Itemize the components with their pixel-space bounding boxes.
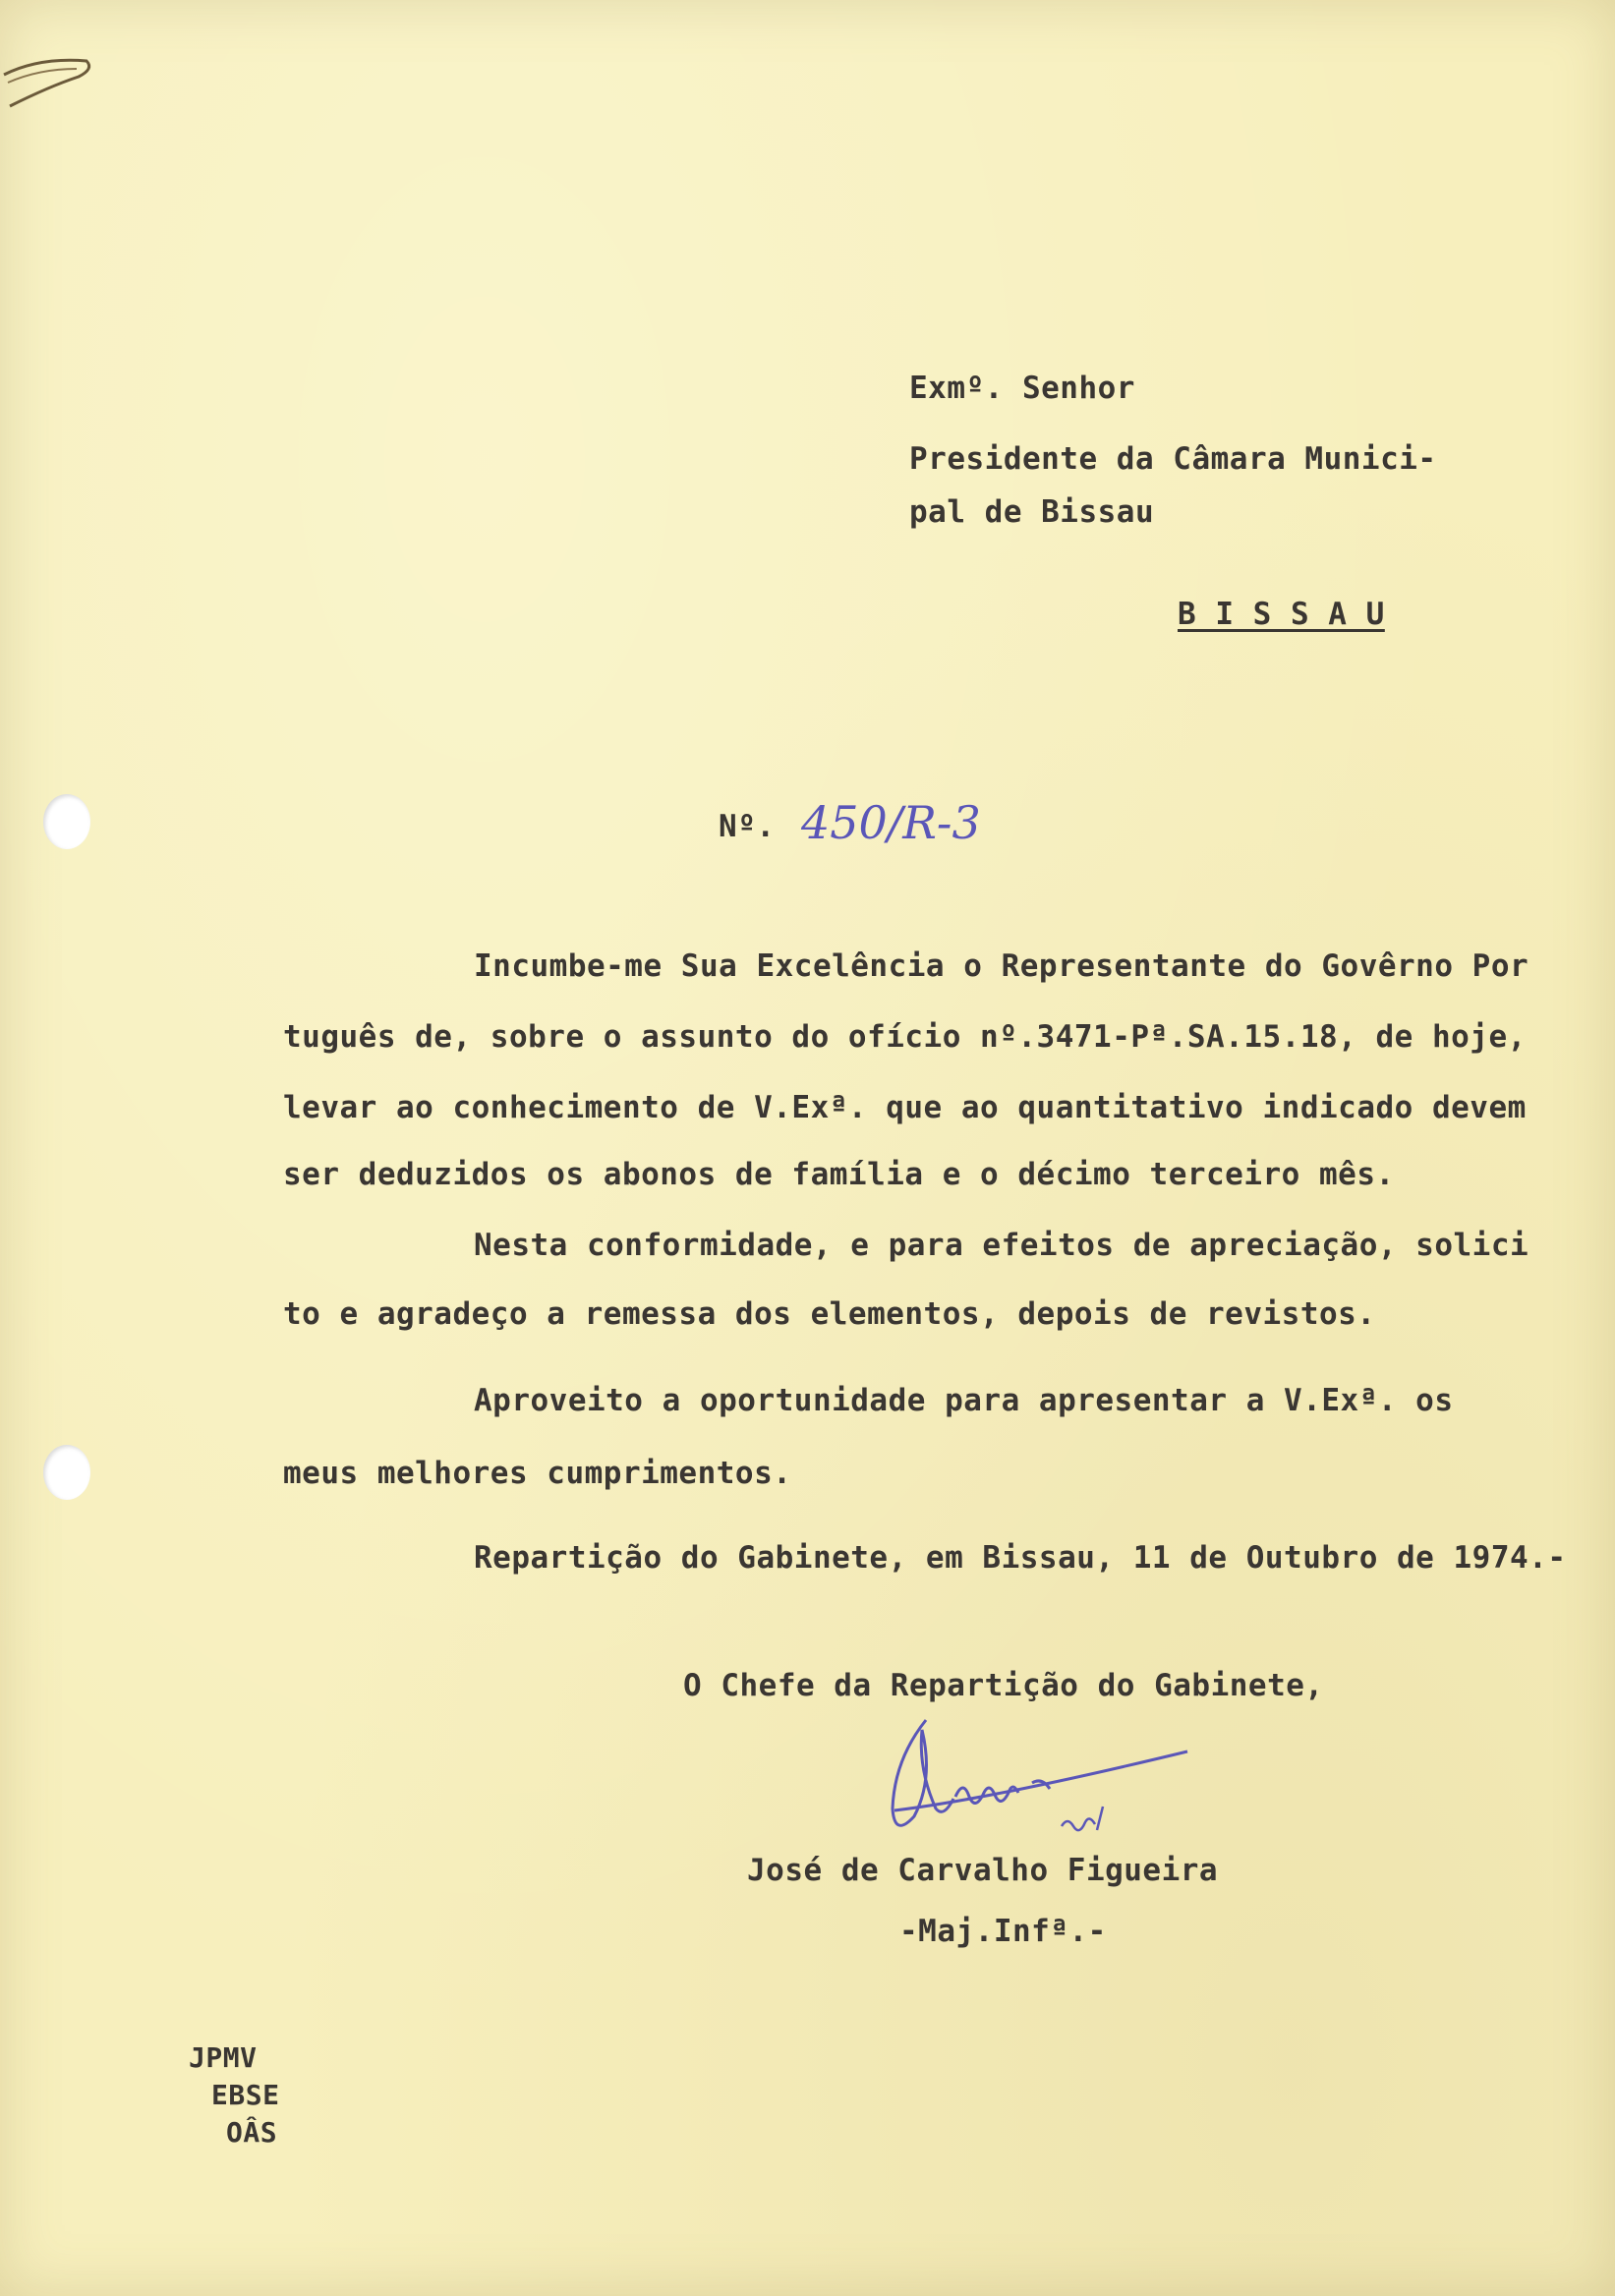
signature-title: O Chefe da Repartição do Gabinete, [683, 1668, 1324, 1703]
addressee-line-2: pal de Bissau [909, 494, 1155, 530]
body-p1-line-2: tuguês de, sobre o assunto do ofício nº.3471-Pª.SA.15.18, de hoje, [283, 1019, 1527, 1055]
punch-hole-bottom-icon [43, 1445, 90, 1500]
addressee-line-1: Presidente da Câmara Munici- [909, 441, 1437, 477]
body-p1-line-4: ser deduzidos os abonos de família e o décimo terceiro mês. [283, 1157, 1395, 1192]
body-p1-line-3: levar ao conhecimento de V.Exª. que ao quantitativo indicado devem [283, 1090, 1527, 1125]
body-p2-line-2: to e agradeço a remessa dos elementos, depois de revistos. [283, 1296, 1376, 1332]
reference-number-handwritten: 450/R-3 [801, 796, 981, 849]
initials-line-2: EBSE [211, 2079, 280, 2111]
punch-hole-top-icon [43, 794, 90, 849]
body-p1-line-1: Incumbe-me Sua Excelência o Representante do Govêrno Por [474, 948, 1529, 984]
initials-line-3: OÂS [226, 2116, 278, 2149]
signatory-rank: -Maj.Infª.- [899, 1914, 1107, 1949]
body-p3-line-1: Aproveito a oportunidade para apresentar a V.Exª. os [474, 1383, 1454, 1418]
body-p2-line-1: Nesta conformidade, e para efeitos de apreciação, solici [474, 1228, 1529, 1263]
handwritten-signature-icon [875, 1700, 1209, 1867]
body-p3-line-2: meus melhores cumprimentos. [283, 1456, 792, 1491]
addressee-city: B I S S A U [1178, 597, 1385, 632]
staple-mark-icon [0, 47, 108, 116]
reference-prefix: Nº. [719, 809, 776, 844]
signatory-name: José de Carvalho Figueira [747, 1853, 1219, 1888]
dateline: Repartição do Gabinete, em Bissau, 11 de Outubro de 1974.- [474, 1540, 1567, 1576]
initials-line-1: JPMV [189, 2041, 258, 2074]
addressee-salutation: Exmº. Senhor [909, 371, 1135, 406]
